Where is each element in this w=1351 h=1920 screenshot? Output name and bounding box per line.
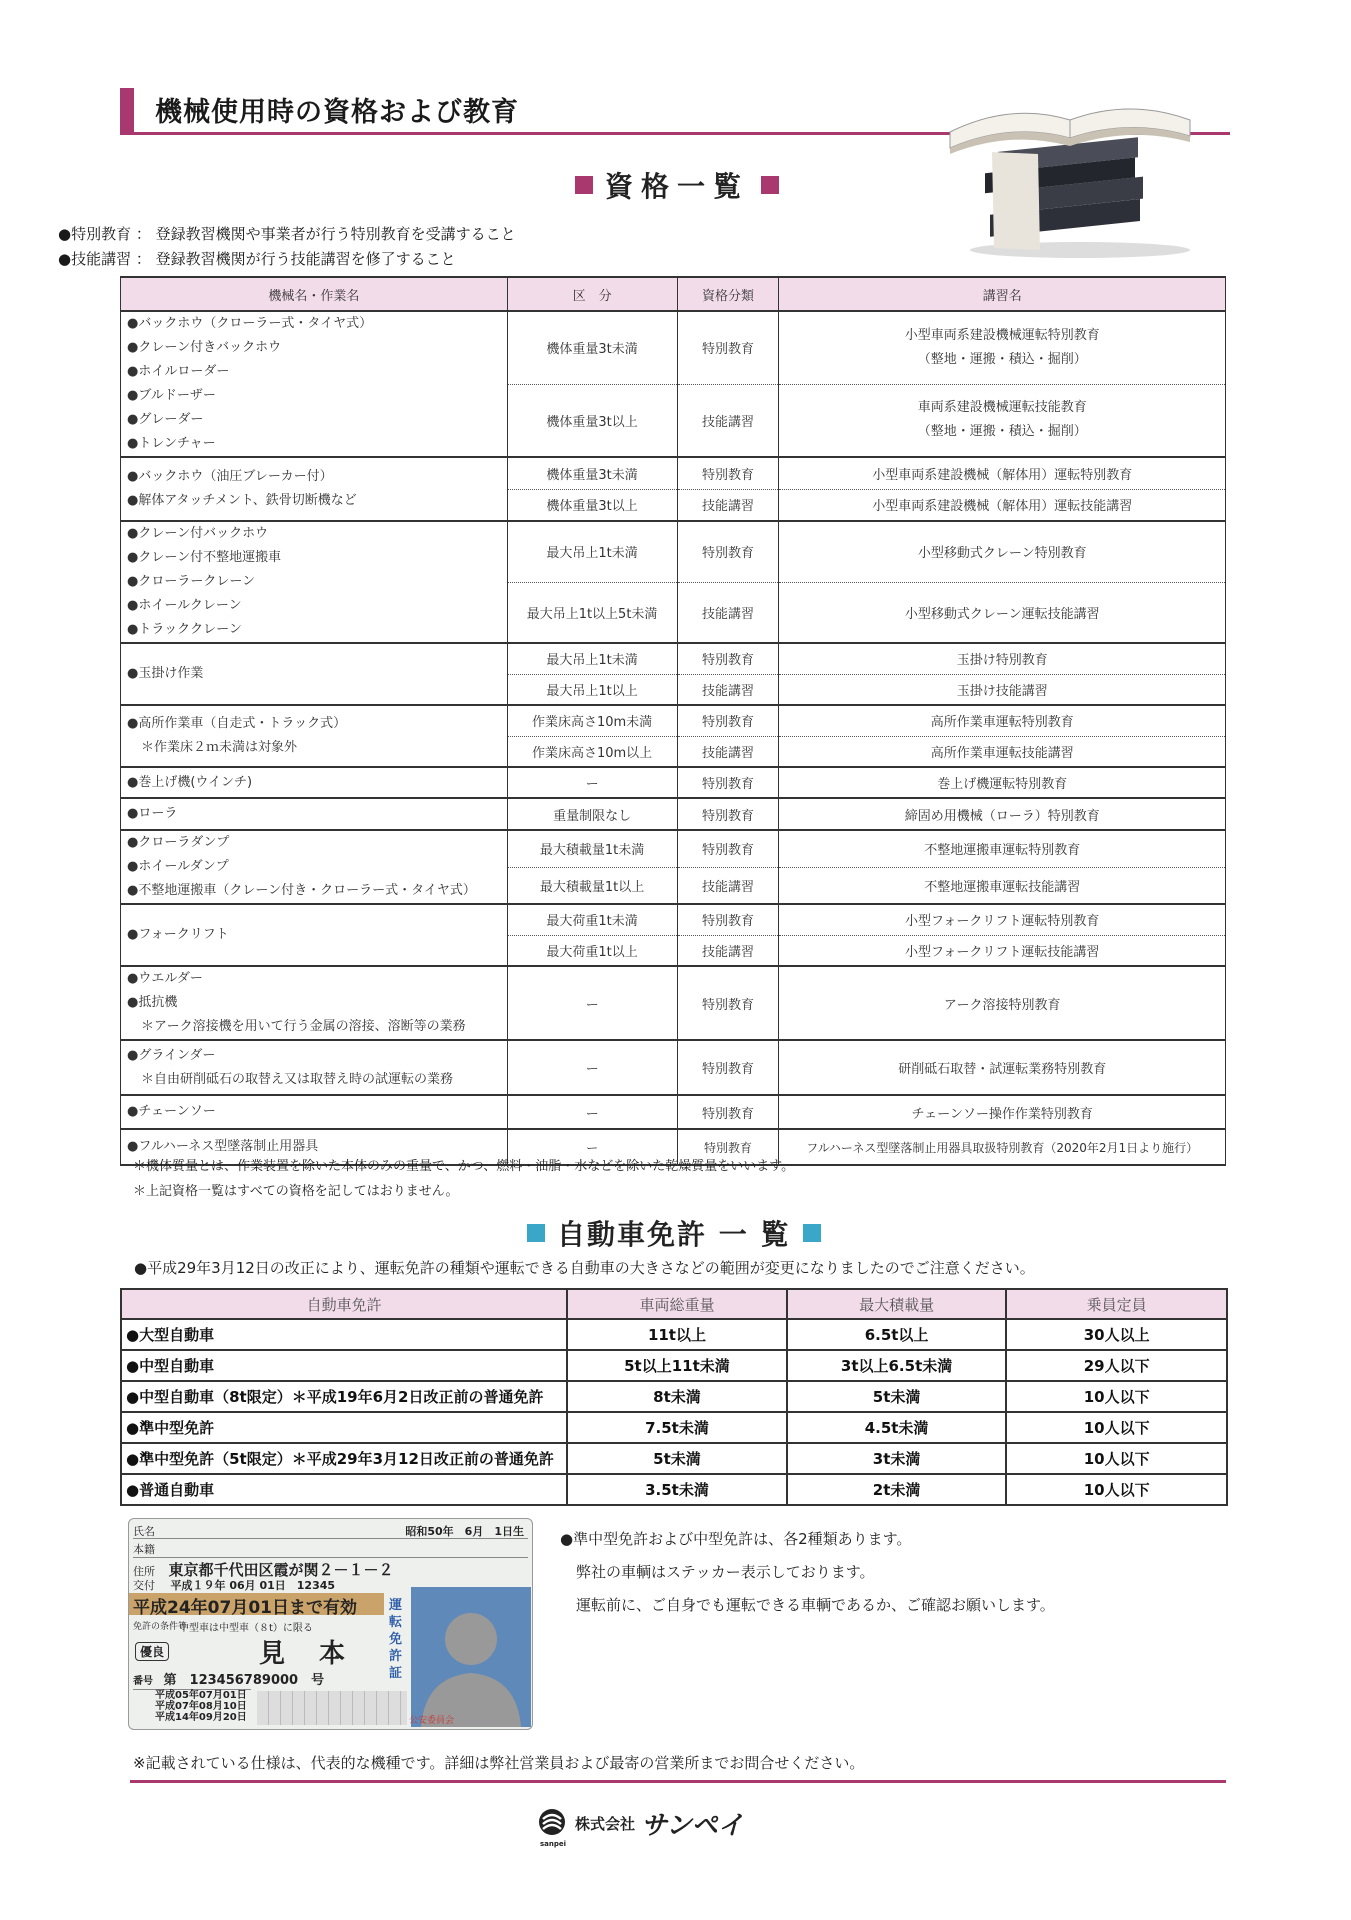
- header-accent-bar: [120, 88, 134, 132]
- machine-name: ●チェーンソー: [127, 1104, 216, 1119]
- machine-name: ●フォークリフト: [127, 927, 229, 942]
- machine-cell: [121, 1040, 508, 1095]
- sanpei-logo-icon: [535, 1807, 569, 1841]
- table-row: [121, 1350, 1227, 1381]
- course-cell: 小型フォークリフト運転特別教育: [779, 904, 1226, 935]
- category-cell: 重量制限なし: [507, 798, 677, 830]
- machine-name: ＊自由研削砥石の取替え又は取替え時の試運転の業務: [141, 1071, 454, 1087]
- person-silhouette-icon: [411, 1587, 531, 1727]
- card-valid-until: 平成24年07月01日まで有効: [129, 1593, 384, 1615]
- card-photo-area: [411, 1587, 531, 1727]
- category-cell: ー: [507, 1095, 677, 1129]
- card-commission: 公安委員会: [409, 1716, 455, 1726]
- machine-name: ●抵抗機: [127, 995, 178, 1010]
- max-load-cell: 3t以上6.5t未満: [787, 1350, 1007, 1381]
- max-load-cell: 4.5t未満: [787, 1412, 1007, 1443]
- machine-cell: [121, 1095, 508, 1129]
- max-load-cell: 3t未満: [787, 1443, 1007, 1474]
- class-cell: 特別教育: [677, 1095, 779, 1129]
- page-title: 機械使用時の資格および教育: [155, 97, 519, 128]
- col-header-max-load: 最大積載量: [787, 1289, 1007, 1319]
- table-row: [121, 1319, 1227, 1350]
- license-note: 運転前に、ご自身でも運転できる車輌であるか、ご確認お願いします。: [576, 1596, 1055, 1614]
- table-row: [121, 1095, 1226, 1129]
- company-logo: [535, 1805, 744, 1842]
- capacity-cell: 10人以下: [1006, 1474, 1227, 1505]
- category-cell: 機体重量3t以上: [507, 384, 677, 457]
- machine-name: ●ホイールクレーン: [127, 598, 242, 613]
- license-type-cell: ●中型自動車: [121, 1350, 567, 1381]
- square-bullet-icon: [761, 176, 779, 194]
- course-cell: 玉掛け特別教育: [779, 643, 1226, 674]
- company-prefix: 株式会社: [575, 1815, 636, 1833]
- max-load-cell: 5t未満: [787, 1381, 1007, 1412]
- card-vertical-title: 運転免許証: [389, 1598, 403, 1681]
- class-cell: 特別教育: [677, 1040, 779, 1095]
- machine-name: ＊作業床２ｍ未満は対象外: [141, 740, 298, 755]
- category-cell: 最大積載量1t未満: [507, 830, 677, 867]
- table-row: [121, 966, 1226, 1040]
- category-cell: 機体重量3t未満: [507, 457, 677, 489]
- table-row: [121, 1040, 1226, 1095]
- machine-name: ●バックホウ（クローラー式・タイヤ式）: [127, 316, 373, 331]
- logo-subtext: sanpei: [540, 1840, 567, 1848]
- course-cell: 締固め用機械（ローラ）特別教育: [779, 798, 1226, 830]
- course-cell: 高所作業車運転技能講習: [779, 736, 1226, 767]
- machine-name: ●不整地運搬車（クレーン付き・クローラー式・タイヤ式）: [127, 883, 476, 898]
- course-cell: アーク溶接特別教育: [779, 966, 1226, 1040]
- table-row: [121, 643, 1226, 674]
- course-cell: [779, 384, 1226, 457]
- class-cell: 技能講習: [677, 582, 779, 643]
- license-type-cell: ●準中型免許（5t限定）＊平成29年3月12日改正前の普通免許: [121, 1443, 567, 1474]
- course-subtitle: （整地・運搬・積込・掘削）: [917, 424, 1087, 440]
- class-cell: 技能講習: [677, 935, 779, 966]
- class-cell: 特別教育: [677, 311, 779, 384]
- machine-name: ●トレンチャー: [127, 436, 216, 451]
- col-header-gross-weight: 車両総重量: [567, 1289, 787, 1319]
- class-cell: 特別教育: [677, 798, 779, 830]
- square-bullet-icon: [527, 1224, 545, 1242]
- machine-name: ●ローラ: [127, 806, 178, 821]
- machine-name: ●クローラダンプ: [127, 835, 230, 850]
- table-note: ＊上記資格一覧はすべての資格を記してはおりません。: [133, 1184, 459, 1199]
- machine-cell: [121, 767, 508, 798]
- class-cell: 特別教育: [677, 643, 779, 674]
- class-cell: 技能講習: [677, 489, 779, 521]
- course-cell: フルハーネス型墜落制止用器具取扱特別教育（2020年2月1日より施行）: [779, 1129, 1226, 1165]
- definition-special: ●特別教育 ： 登録教習機関や事業者が行う特別教育を受講すること: [58, 225, 516, 243]
- class-cell: 特別教育: [677, 904, 779, 935]
- footer-note: ※記載されている仕様は、代表的な機種です。詳細は弊社営業員および最寄の営業所までお問合せください。: [133, 1754, 865, 1772]
- machine-name: ●ホイールダンプ: [127, 859, 229, 874]
- qualification-table: [120, 276, 1226, 1166]
- category-cell: ー: [507, 767, 677, 798]
- section-title: 自動車免許 一 覧: [557, 1218, 791, 1251]
- table-row: [121, 705, 1226, 736]
- table-row: [121, 830, 1226, 867]
- category-cell: 作業床高さ10m以上: [507, 736, 677, 767]
- machine-name: ●クレーン付きバックホウ: [127, 340, 282, 355]
- machine-cell: [121, 457, 508, 521]
- card-label: 交付: [133, 1579, 155, 1592]
- table-row: [121, 457, 1226, 489]
- license-table: [120, 1288, 1228, 1506]
- class-cell: 特別教育: [677, 705, 779, 736]
- category-cell: 最大荷重1t以上: [507, 935, 677, 966]
- course-cell: 小型車両系建設機械（解体用）運転特別教育: [779, 457, 1226, 489]
- max-load-cell: 6.5t以上: [787, 1319, 1007, 1350]
- card-number-row: [133, 1669, 324, 1688]
- card-license-dates: [133, 1689, 251, 1723]
- card-label: 氏名: [133, 1525, 155, 1538]
- course-cell: 不整地運搬車運転特別教育: [779, 830, 1226, 867]
- course-cell: 小型移動式クレーン運転技能講習: [779, 582, 1226, 643]
- class-cell: 特別教育: [677, 1129, 779, 1165]
- card-label: 番号: [133, 1676, 153, 1687]
- machine-name: ●巻上げ機(ウインチ): [127, 774, 253, 790]
- machine-cell: [121, 904, 508, 966]
- machine-cell: [121, 830, 508, 904]
- course-cell: 小型車両系建設機械（解体用）運転技能講習: [779, 489, 1226, 521]
- qualification-list-heading: [575, 165, 779, 205]
- book-stack: [985, 137, 1143, 250]
- col-header-capacity: 乗員定員: [1006, 1289, 1227, 1319]
- machine-cell: [121, 521, 508, 643]
- card-label: 住所: [133, 1565, 155, 1578]
- table-row: [121, 1443, 1227, 1474]
- course-cell: 不整地運搬車運転技能講習: [779, 867, 1226, 904]
- company-brand: サンペイ: [641, 1811, 744, 1841]
- class-cell: 技能講習: [677, 736, 779, 767]
- course-cell: 巻上げ機運転特別教育: [779, 767, 1226, 798]
- machine-name: ●クレーン付バックホウ: [127, 526, 269, 541]
- card-number: 第 123456789000 号: [163, 1673, 325, 1688]
- col-header-course: 講習名: [779, 277, 1226, 311]
- machine-name: ●グラインダー: [127, 1047, 216, 1063]
- sample-license-card: [128, 1518, 533, 1730]
- card-date: 平成07年08月10日: [155, 1701, 247, 1712]
- col-header-category: 区 分: [507, 277, 677, 311]
- class-cell: 技能講習: [677, 867, 779, 904]
- machine-cell: [121, 705, 508, 767]
- col-header-license: 自動車免許: [121, 1289, 567, 1319]
- card-label: 本籍: [133, 1543, 155, 1556]
- card-condition: 中型車は中型車（８t）に限る: [179, 1623, 313, 1634]
- class-cell: 特別教育: [677, 830, 779, 867]
- course-cell: [779, 311, 1226, 384]
- course-cell: 研削砥石取替・試運転業務特別教育: [779, 1040, 1226, 1095]
- book-stack-illustration: [940, 90, 1200, 260]
- class-cell: 特別教育: [677, 767, 779, 798]
- license-list-heading: [527, 1213, 821, 1253]
- footer-rule: [130, 1780, 1226, 1783]
- card-license-type-grid: [257, 1691, 407, 1725]
- machine-name: ●玉掛け作業: [127, 666, 204, 681]
- category-cell: 最大吊上1t未満: [507, 521, 677, 582]
- category-cell: 機体重量3t未満: [507, 311, 677, 384]
- category-cell: ー: [507, 1040, 677, 1095]
- table-row: [121, 798, 1226, 830]
- license-type-cell: ●普通自動車: [121, 1474, 567, 1505]
- course-name: 小型車両系建設機械運転特別教育: [904, 327, 1100, 343]
- card-excellent-badge: 優良: [135, 1642, 169, 1661]
- card-issue-row: [133, 1577, 335, 1593]
- machine-cell: [121, 311, 508, 457]
- course-cell: 小型移動式クレーン特別教育: [779, 521, 1226, 582]
- section-title: 資格一覧: [605, 170, 750, 203]
- gross-weight-cell: 7.5t未満: [567, 1412, 787, 1443]
- license-note: 弊社の車輌はステッカー表示しております。: [576, 1563, 875, 1581]
- license-note: ●準中型免許および中型免許は、各2種類あります。: [560, 1530, 912, 1548]
- capacity-cell: 29人以下: [1006, 1350, 1227, 1381]
- table-row: [121, 521, 1226, 582]
- square-bullet-icon: [803, 1224, 821, 1242]
- course-cell: 高所作業車運転特別教育: [779, 705, 1226, 736]
- course-cell: チェーンソー操作作業特別教育: [779, 1095, 1226, 1129]
- max-load-cell: 2t未満: [787, 1474, 1007, 1505]
- capacity-cell: 10人以下: [1006, 1443, 1227, 1474]
- machine-name: ●ウエルダー: [127, 971, 203, 986]
- category-cell: 最大吊上1t未満: [507, 643, 677, 674]
- license-type-cell: ●大型自動車: [121, 1319, 567, 1350]
- card-name-row: [133, 1523, 528, 1539]
- category-cell: 最大吊上1t以上5t未満: [507, 582, 677, 643]
- machine-cell: [121, 643, 508, 705]
- machine-name: ●グレーダー: [127, 412, 204, 427]
- gross-weight-cell: 3.5t未満: [567, 1474, 787, 1505]
- col-header-machine: 機械名・作業名: [121, 277, 508, 311]
- table-row: [121, 904, 1226, 935]
- category-cell: 機体重量3t以上: [507, 489, 677, 521]
- gross-weight-cell: 8t未満: [567, 1381, 787, 1412]
- class-cell: 特別教育: [677, 966, 779, 1040]
- capacity-cell: 30人以上: [1006, 1319, 1227, 1350]
- machine-name: ●クレーン付不整地運搬車: [127, 550, 282, 565]
- machine-name: ●フルハーネス型墜落制止用器具: [127, 1139, 319, 1154]
- course-name: 車両系建設機械運転技能教育: [917, 400, 1087, 416]
- machine-name: ●高所作業車（自走式・トラック式）: [127, 716, 347, 731]
- machine-name: ●ホイルローダー: [127, 364, 230, 379]
- card-date: 平成05年07月01日: [155, 1690, 247, 1701]
- category-cell: ー: [507, 966, 677, 1040]
- table-row: [121, 1412, 1227, 1443]
- gross-weight-cell: 5t以上11t未満: [567, 1350, 787, 1381]
- gross-weight-cell: 11t以上: [567, 1319, 787, 1350]
- machine-cell: [121, 798, 508, 830]
- course-cell: 玉掛け技能講習: [779, 674, 1226, 705]
- card-address: 東京都千代田区霞が関２－１－２: [168, 1561, 394, 1579]
- machine-name: ＊アーク溶接機を用いて行う金属の溶接、溶断等の業務: [141, 1019, 466, 1034]
- license-type-cell: ●準中型免許: [121, 1412, 567, 1443]
- category-cell: 最大荷重1t未満: [507, 904, 677, 935]
- square-bullet-icon: [575, 176, 593, 194]
- table-row: [121, 1381, 1227, 1412]
- class-cell: 特別教育: [677, 521, 779, 582]
- license-change-note: ●平成29年3月12日の改正により、運転免許の種類や運転できる自動車の大きさなどの範囲が変更になりましたのでご注意ください。: [134, 1259, 1035, 1277]
- definition-skill: ●技能講習 ： 登録教習機関が行う技能講習を修了すること: [58, 250, 456, 268]
- machine-name: ●バックホウ（油圧ブレーカー付）: [127, 469, 333, 484]
- card-birthdate: 昭和50年 6月 1日生: [405, 1525, 524, 1538]
- category-cell: 最大吊上1t以上: [507, 674, 677, 705]
- card-sample-text: 見 本: [259, 1639, 350, 1669]
- class-cell: 技能講習: [677, 674, 779, 705]
- license-type-cell: ●中型自動車（8t限定）＊平成19年6月2日改正前の普通免許: [121, 1381, 567, 1412]
- col-header-class: 資格分類: [677, 277, 779, 311]
- capacity-cell: 10人以下: [1006, 1412, 1227, 1443]
- gross-weight-cell: 5t未満: [567, 1443, 787, 1474]
- category-cell: ー: [507, 1129, 677, 1165]
- card-date: 平成14年09月20日: [155, 1712, 247, 1723]
- class-cell: 技能講習: [677, 384, 779, 457]
- capacity-cell: 10人以下: [1006, 1381, 1227, 1412]
- table-row: [121, 1474, 1227, 1505]
- machine-name: ●解体アタッチメント、鉄骨切断機など: [127, 493, 357, 508]
- course-cell: 小型フォークリフト運転技能講習: [779, 935, 1226, 966]
- class-cell: 特別教育: [677, 457, 779, 489]
- license-notes: [560, 1523, 1055, 1622]
- table-row: [121, 767, 1226, 798]
- table-note: ＊機体質量とは、作業装置を除いた本体のみの重量で、かつ、燃料・油脂・水などを除いた乾燥質量をいいます。: [133, 1159, 795, 1174]
- machine-name: ●トラッククレーン: [127, 622, 242, 637]
- card-issue-date: 平成１９年 06月 01日 12345: [170, 1579, 336, 1592]
- machine-name: ●ブルドーザー: [127, 388, 216, 403]
- machine-name: ●クローラークレーン: [127, 574, 256, 589]
- category-cell: 最大積載量1t以上: [507, 867, 677, 904]
- table-row: [121, 311, 1226, 384]
- card-label: 免許の条件等: [133, 1622, 188, 1632]
- course-subtitle: （整地・運搬・積込・掘削）: [917, 351, 1087, 367]
- machine-cell: [121, 966, 508, 1040]
- category-cell: 作業床高さ10m未満: [507, 705, 677, 736]
